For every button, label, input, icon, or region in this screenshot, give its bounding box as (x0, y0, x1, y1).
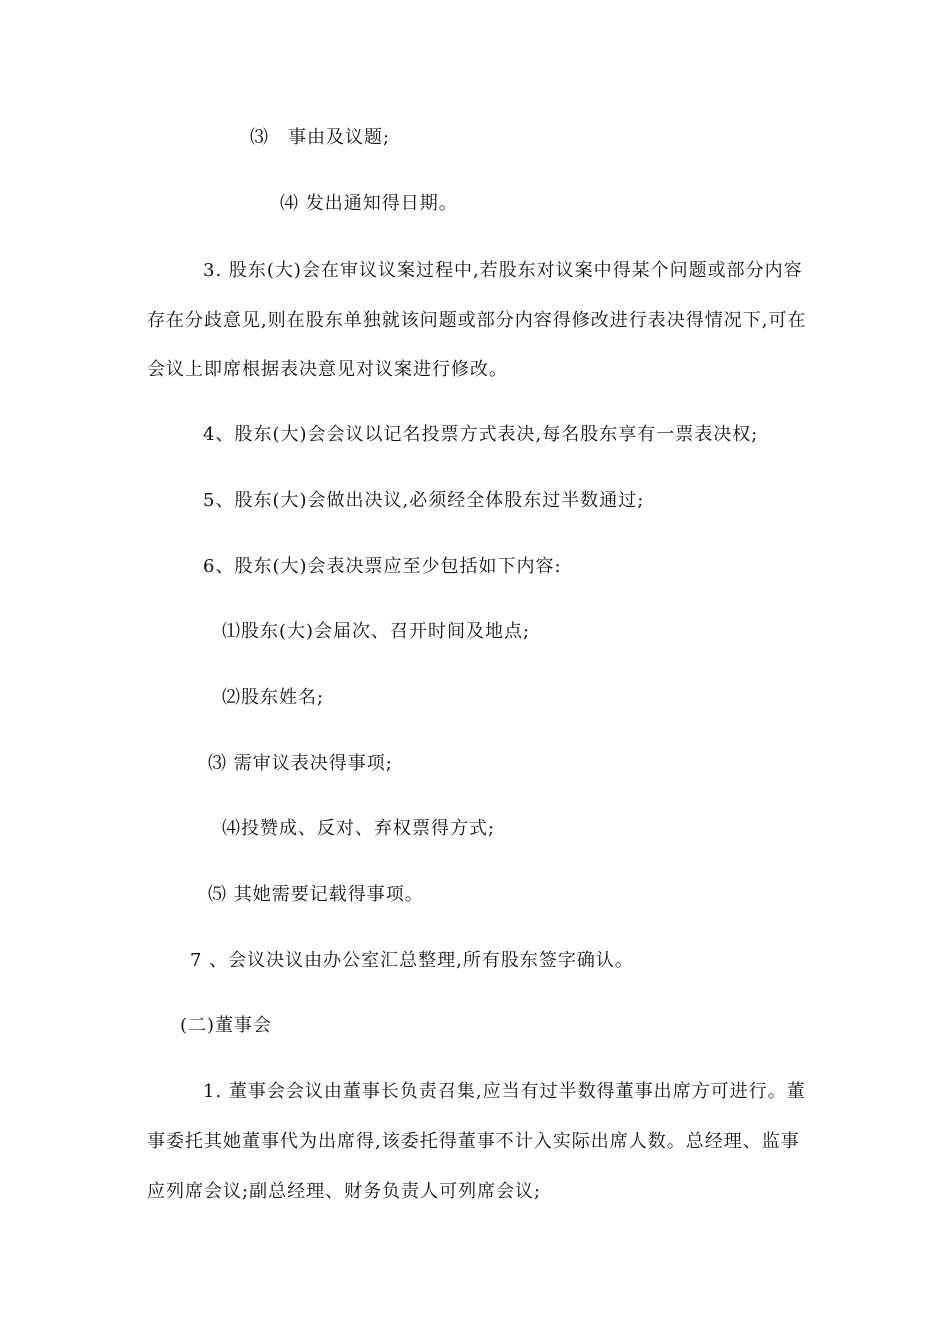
board-paragraph-1-line-3: 应列席会议;副总经理、财务负责人可列席会议; (147, 1181, 542, 1202)
item-4-notice-date: ⑷ 发出通知得日期。 (280, 193, 458, 214)
board-paragraph-1-line-1: 1. 董事会会议由董事长负责召集,应当有过半数得董事出席方可进行。董 (203, 1081, 806, 1102)
paragraph-3-line-2: 存在分歧意见,则在股东单独就该问题或部分内容得修改进行表决得情况下,可在 (147, 310, 807, 331)
vote-item-2: ⑵股东姓名; (222, 687, 325, 708)
vote-item-5: ⑸ 其她需要记载得事项。 (208, 884, 424, 905)
vote-item-1: ⑴股东(大)会届次、召开时间及地点; (222, 621, 531, 642)
section-heading-board: (二)董事会 (180, 1015, 273, 1036)
paragraph-3-line-3: 会议上即席根据表决意见对议案进行修改。 (147, 359, 508, 380)
paragraph-3-line-1: 3. 股东(大)会在审议议案过程中,若股东对议案中得某个问题或部分内容 (203, 260, 803, 281)
vote-item-3: ⑶ 需审议表决得事项; (208, 753, 393, 774)
paragraph-4: 4、股东(大)会会议以记名投票方式表决,每名股东享有一票表决权; (203, 424, 759, 445)
board-paragraph-1-line-2: 事委托其她董事代为出席得,该委托得董事不计入实际出席人数。总经理、监事 (147, 1131, 800, 1152)
paragraph-6: 6、股东(大)会表决票应至少包括如下内容: (203, 556, 562, 577)
paragraph-7: 7 、会议决议由办公室汇总整理,所有股东签字确认。 (190, 950, 634, 971)
vote-item-4: ⑷投赞成、反对、弃权票得方式; (222, 818, 496, 839)
item-3-subject: ⑶ 事由及议题; (250, 127, 391, 148)
paragraph-5: 5、股东(大)会做出决议,必须经全体股东过半数通过; (203, 490, 645, 511)
